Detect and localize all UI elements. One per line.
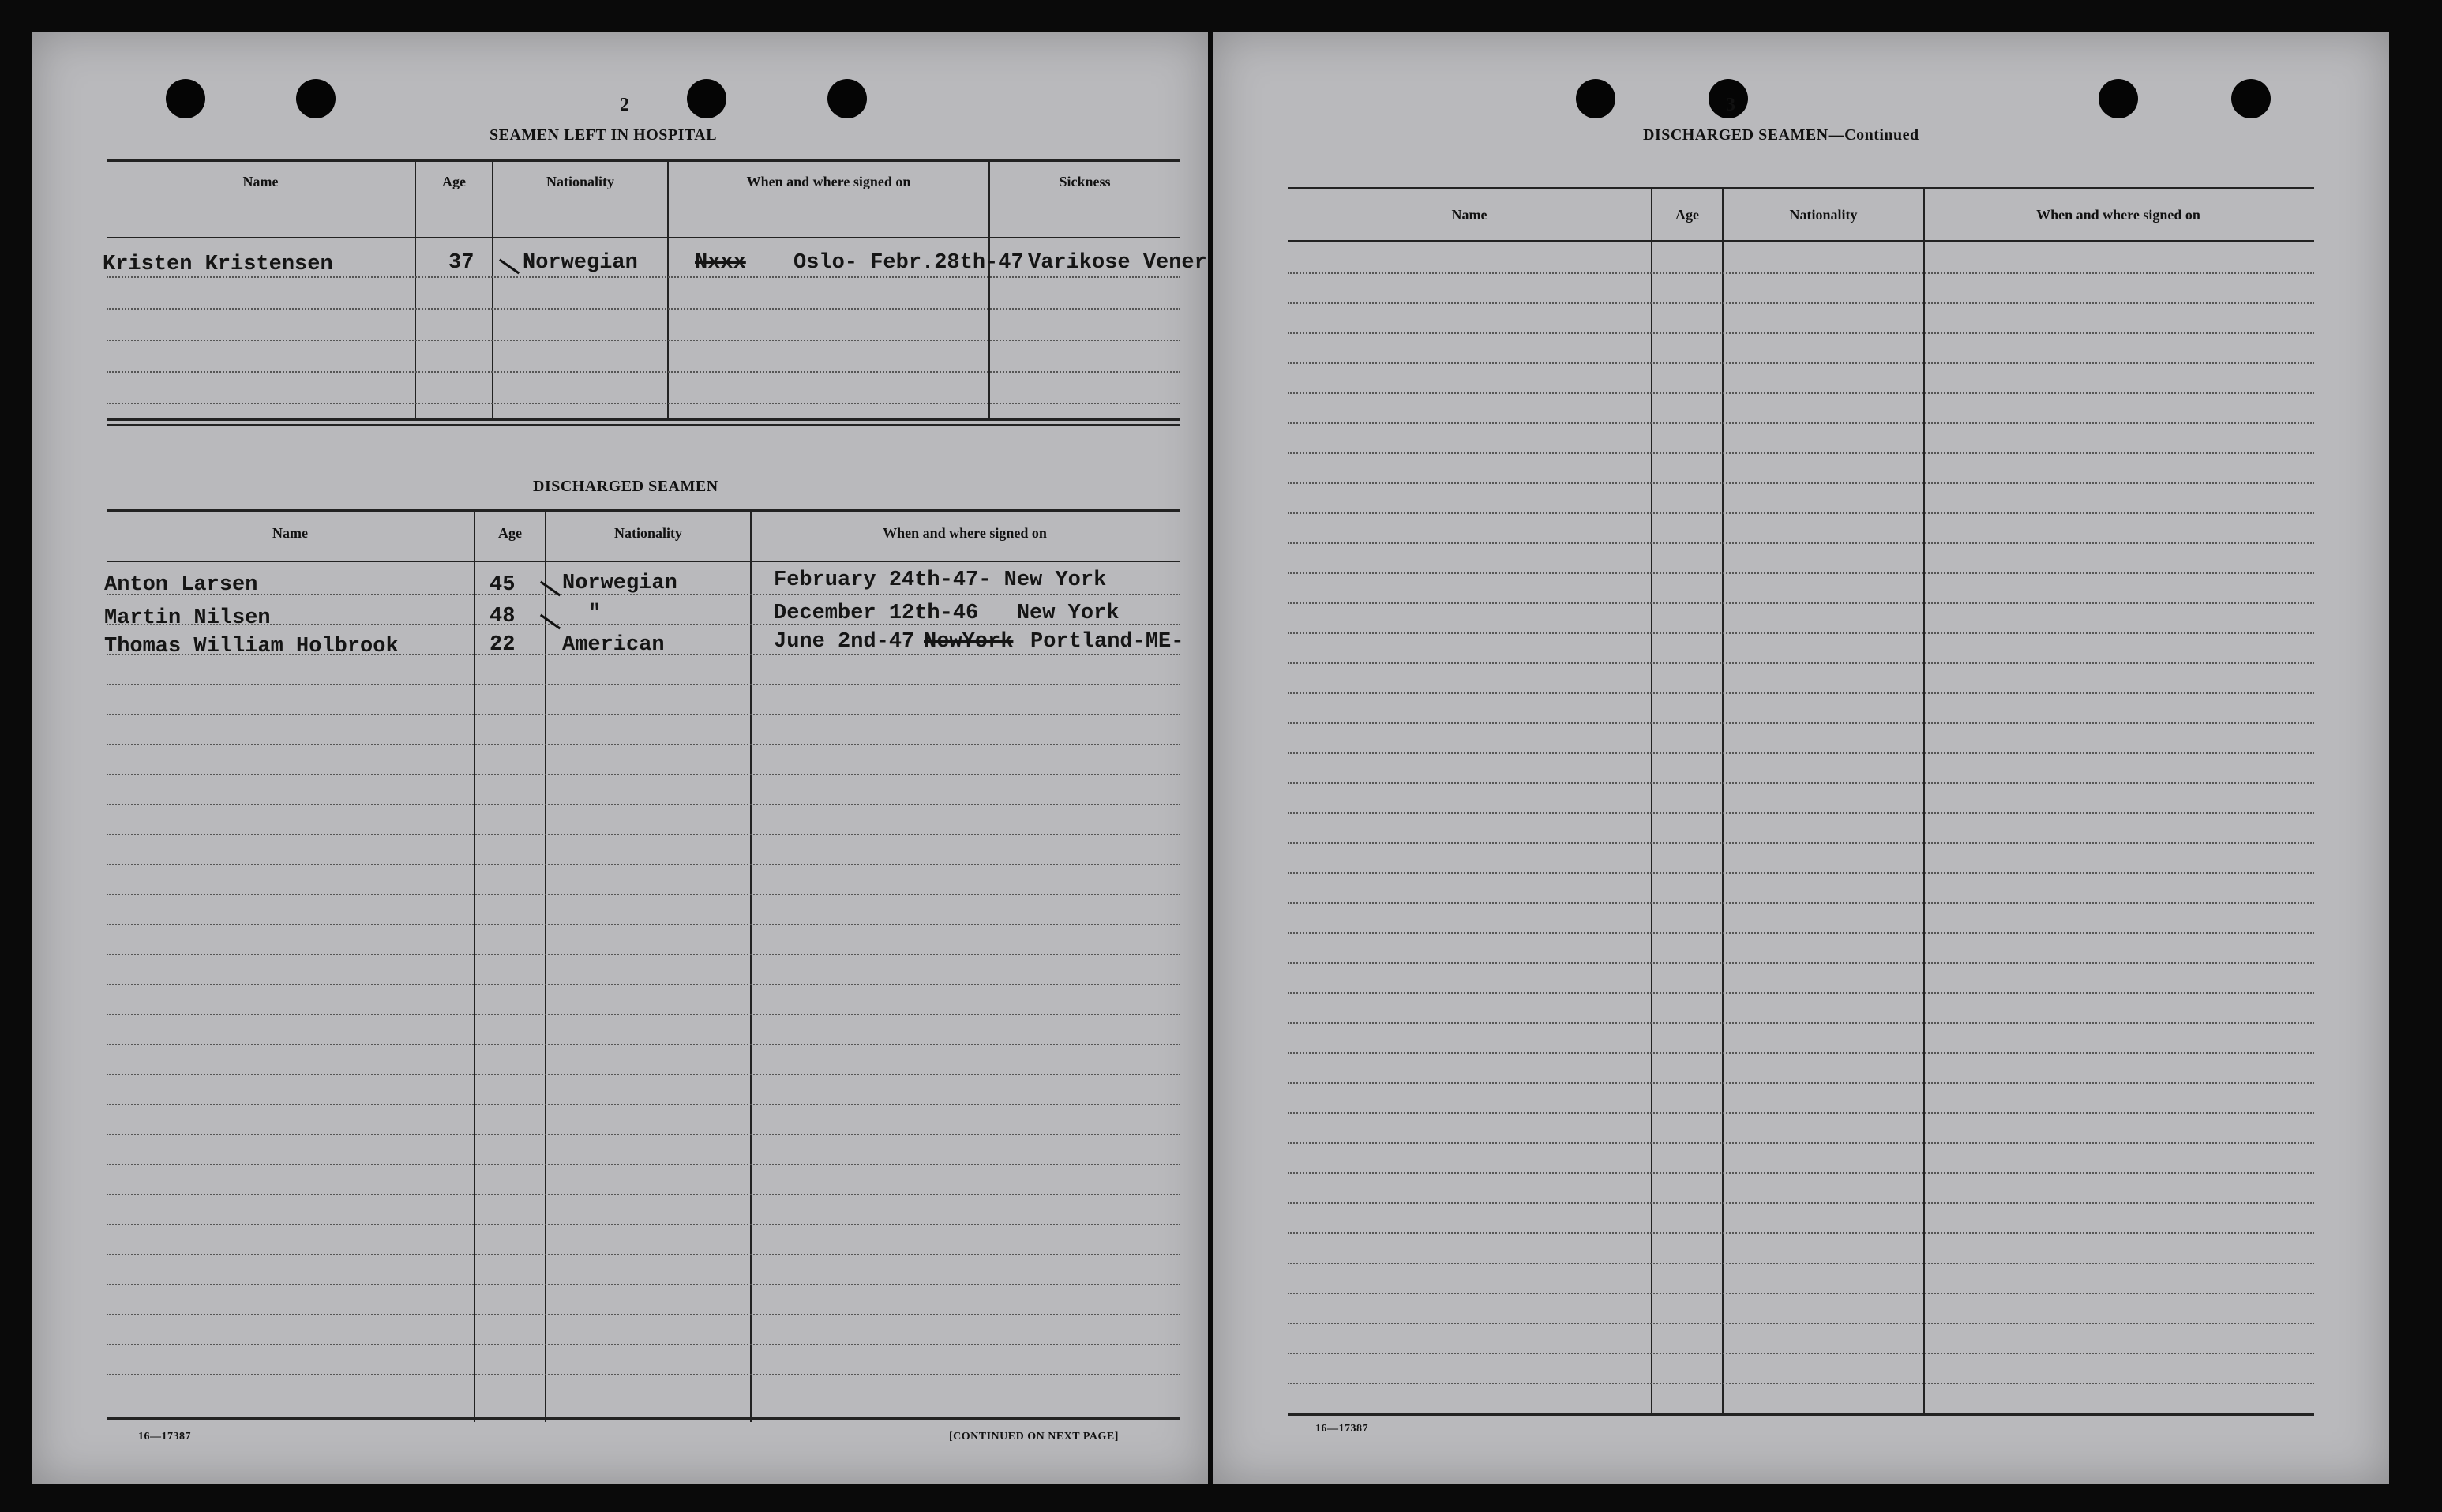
ruled-line	[107, 308, 1180, 310]
punch-hole	[166, 79, 205, 118]
col-header-age: Age	[498, 525, 522, 541]
seaman-age: 22	[490, 633, 516, 657]
punch-hole	[1576, 79, 1615, 118]
rule	[1288, 240, 2314, 242]
seaman-age: 48	[490, 605, 516, 628]
seaman-nationality: "	[588, 602, 602, 625]
ruled-line	[107, 834, 1180, 836]
ruled-line	[1288, 872, 2314, 875]
ruled-line	[1288, 362, 2314, 365]
ruled-line	[107, 1344, 1180, 1346]
ruled-line	[1288, 1082, 2314, 1085]
seaman-age: 37	[448, 251, 475, 275]
ruled-line	[107, 984, 1180, 986]
check-mark	[540, 614, 561, 630]
page-number: 2	[620, 95, 629, 115]
ruled-line	[107, 1314, 1180, 1316]
col-header-name: Name	[272, 525, 308, 541]
seaman-age: 45	[490, 573, 516, 597]
signed-on-port: Portland-ME-	[1030, 630, 1184, 654]
ruled-line	[1288, 1323, 2314, 1325]
ruled-line	[1288, 1263, 2314, 1265]
ruled-line	[1288, 452, 2314, 455]
ruled-line	[107, 1164, 1180, 1166]
seaman-name: Anton Larsen	[104, 573, 258, 597]
ruled-line	[1288, 1202, 2314, 1205]
right-page	[1213, 32, 2389, 1484]
ruled-line	[1288, 812, 2314, 815]
ruled-line	[107, 1374, 1180, 1376]
col-divider	[1923, 188, 1925, 1416]
hospital-section-title: SEAMEN LEFT IN HOSPITAL	[490, 126, 718, 144]
ruled-line	[1288, 332, 2314, 335]
seaman-name: Martin Nilsen	[104, 606, 271, 630]
ruled-line	[1288, 632, 2314, 635]
rule	[107, 1417, 1180, 1420]
ruled-line	[1288, 1112, 2314, 1115]
rule	[1288, 1413, 2314, 1416]
col-header-nationality: Nationality	[1789, 207, 1858, 223]
check-mark	[499, 259, 520, 275]
punch-hole	[2099, 79, 2138, 118]
rule	[107, 509, 1180, 512]
ruled-line	[107, 403, 1180, 405]
rule	[107, 424, 1180, 426]
col-divider	[1651, 188, 1652, 1416]
rule	[107, 159, 1180, 162]
ruled-line	[1288, 602, 2314, 605]
ruled-line	[107, 1254, 1180, 1256]
rule	[107, 561, 1180, 562]
punch-hole	[2231, 79, 2271, 118]
col-divider	[667, 160, 669, 421]
col-header-age: Age	[442, 174, 466, 189]
ruled-line	[1288, 1142, 2314, 1145]
struck-text: Nxxx	[695, 251, 746, 275]
rule	[107, 237, 1180, 238]
ruled-line	[107, 1134, 1180, 1136]
ruled-line	[1288, 692, 2314, 695]
punch-hole	[687, 79, 726, 118]
ruled-line	[107, 340, 1180, 342]
ruled-line	[1288, 842, 2314, 845]
signed-on: December 12th-46 New York	[774, 602, 1120, 625]
ruled-line	[107, 1284, 1180, 1286]
col-divider	[1722, 188, 1724, 1416]
discharged-section-title: DISCHARGED SEAMEN	[533, 478, 718, 495]
ruled-line	[1288, 482, 2314, 485]
left-page	[32, 32, 1208, 1484]
ruled-line	[107, 371, 1180, 373]
form-number: 16—17387	[138, 1431, 191, 1443]
ruled-line	[1288, 392, 2314, 395]
continued-note: [CONTINUED ON NEXT PAGE]	[949, 1431, 1119, 1443]
seaman-nationality: American	[562, 633, 665, 657]
signed-on: Oslo- Febr.28th-47	[793, 251, 1024, 275]
col-header-signed-on: When and where signed on	[746, 174, 911, 189]
ruled-line	[1288, 1022, 2314, 1025]
ruled-line	[107, 954, 1180, 956]
ruled-line	[1288, 542, 2314, 545]
ruled-line	[107, 744, 1180, 746]
ruled-line	[1288, 422, 2314, 425]
seaman-nationality: Norwegian	[523, 251, 638, 275]
col-divider	[988, 160, 990, 421]
ruled-line	[107, 684, 1180, 686]
ruled-line	[1288, 512, 2314, 515]
ruled-line	[107, 924, 1180, 926]
ruled-line	[107, 774, 1180, 776]
ruled-line	[1288, 572, 2314, 575]
page-number: 3	[1726, 95, 1735, 115]
rule	[107, 418, 1180, 421]
col-header-sickness: Sickness	[1059, 174, 1111, 189]
ruled-line	[1288, 1232, 2314, 1235]
seaman-nationality: Norwegian	[562, 572, 677, 595]
rule	[1288, 187, 2314, 189]
col-header-name: Name	[242, 174, 279, 189]
ruled-line	[107, 714, 1180, 716]
ruled-line	[1288, 1383, 2314, 1385]
ruled-line	[107, 1224, 1180, 1226]
ruled-line	[1288, 662, 2314, 665]
ruled-line	[1288, 1353, 2314, 1355]
col-header-nationality: Nationality	[613, 525, 682, 541]
col-divider	[415, 160, 416, 421]
seaman-name: Kristen Kristensen	[103, 253, 333, 276]
ruled-line	[107, 276, 1180, 279]
discharged-continued-title: DISCHARGED SEAMEN—Continued	[1643, 126, 1919, 144]
ruled-line	[107, 1014, 1180, 1016]
struck-text: NewYork	[924, 630, 1014, 654]
ruled-line	[1288, 932, 2314, 935]
ruled-line	[1288, 1293, 2314, 1295]
col-header-signed-on: When and where signed on	[883, 525, 1047, 541]
ruled-line	[107, 1194, 1180, 1196]
ruled-line	[107, 1104, 1180, 1106]
ruled-line	[1288, 302, 2314, 305]
ruled-line	[107, 1074, 1180, 1076]
signed-on: February 24th-47- New York	[774, 568, 1107, 592]
ruled-line	[1288, 1052, 2314, 1055]
ruled-line	[1288, 752, 2314, 755]
ruled-line	[1288, 272, 2314, 275]
ruled-line	[107, 1044, 1180, 1046]
col-header-signed-on: When and where signed on	[2036, 207, 2200, 223]
col-header-name: Name	[1451, 207, 1487, 223]
ruled-line	[1288, 722, 2314, 725]
punch-hole	[827, 79, 867, 118]
col-divider	[492, 160, 493, 421]
col-header-age: Age	[1675, 207, 1699, 223]
form-number: 16—17387	[1315, 1423, 1368, 1435]
ruled-line	[1288, 992, 2314, 995]
sickness: Varikose Vener	[1028, 251, 1207, 275]
ruled-line	[1288, 902, 2314, 905]
ruled-line	[1288, 962, 2314, 965]
col-header-nationality: Nationality	[546, 174, 614, 189]
ruled-line	[107, 864, 1180, 866]
ruled-line	[1288, 1172, 2314, 1175]
ruled-line	[107, 894, 1180, 896]
ruled-line	[1288, 782, 2314, 785]
seaman-name: Thomas William Holbrook	[104, 635, 399, 658]
ruled-line	[107, 804, 1180, 806]
signed-on: June 2nd-47	[774, 630, 915, 654]
punch-hole	[296, 79, 336, 118]
